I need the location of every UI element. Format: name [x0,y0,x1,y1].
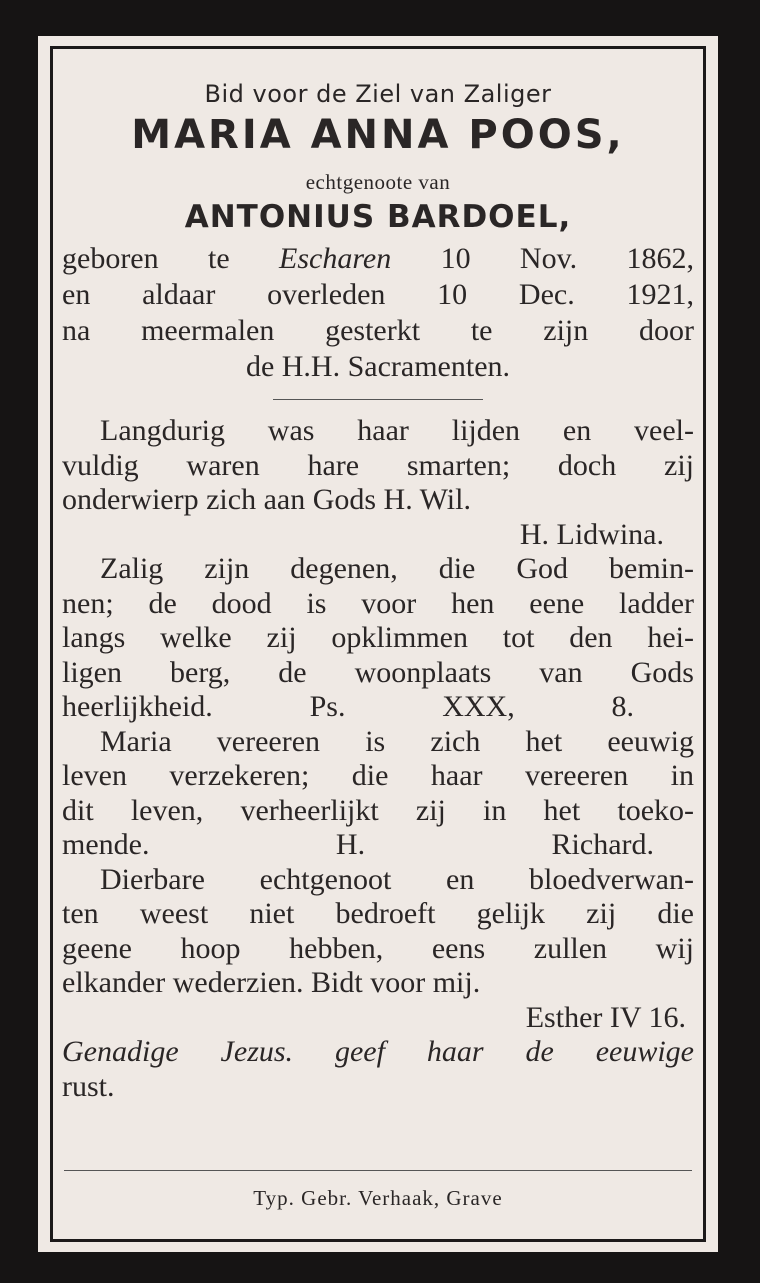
p2-line-2: nen; de dood is voor hen eene ladder [62,586,694,620]
p2-line-4: ligen berg, de woonplaats van Gods [62,655,694,689]
sacrament-line-1: na meermalen gesterkt te zijn door [62,314,694,347]
p4-line-3: geene hoop hebben, eens zullen wij [62,931,694,965]
spouse-intro: echtgenoote van [305,170,451,194]
born-date: 10 Nov. 1862, [440,242,694,275]
p2-line-5-text: heerlijkheid. [62,690,213,723]
p3-source: H. Richard. [335,828,654,861]
p4-source: Esther IV 16. [525,1000,686,1034]
p2-line-3: langs welke zij opklimmen tot den hei- [62,621,694,654]
footer-divider [64,1170,692,1171]
born-place: Escharen [279,242,392,275]
p3-line-2: leven verzekeren; die haar vereeren in [62,759,694,792]
sacrament-line-2: de H.H. Sacramenten. [245,350,511,383]
p1-line-1: Langdurig was haar lijden en veel- [100,414,694,447]
p1-line-2: vuldig waren hare smarten; doch zij [62,448,694,482]
p4-line-4: elkander wederzien. Bidt voor mij. [62,966,481,999]
intro-line: Bid voor de Ziel van Zaliger [204,80,552,108]
p3-line-4-text: mende. [62,828,150,861]
deceased-name: MARIA ANNA POOS, [131,112,625,158]
bio-block [62,241,694,385]
p3-line-4 [62,828,694,863]
p4-line-2: ten weest niet bedroeft gelijk zij die [62,897,694,930]
prayer-line-1: Genadige Jezus. geef haar de eeuwige [62,1035,694,1068]
p4-line-1: Dierbare echtgenoot en bloedverwan- [100,862,694,896]
p2-source: Ps. XXX, 8. [309,690,635,723]
born-prefix: geboren te [62,242,230,275]
divider [273,399,483,400]
p1-source: H. Lidwina. [519,517,664,551]
card-paper [38,36,718,1252]
card-content [62,66,694,1104]
death-line: en aldaar overleden 10 Dec. 1921, [62,278,694,311]
printer-credit: Typ. Gebr. Verhaak, Grave [253,1186,503,1210]
text-block [62,414,694,1104]
birth-line [62,241,694,277]
p2-line-5 [62,690,694,725]
p1-line-3: onderwierp zich aan Gods H. Wil. [62,483,471,516]
spouse-name: ANTONIUS BARDOEL, [184,199,572,235]
prayer-line-2: rust. [62,1069,115,1103]
p3-line-3: dit leven, verheerlijkt zij in het toeko- [62,793,694,827]
p2-line-1: Zalig zijn degenen, die God bemin- [100,552,694,585]
p3-line-1: Maria vereeren is zich het eeuwig [100,724,694,758]
